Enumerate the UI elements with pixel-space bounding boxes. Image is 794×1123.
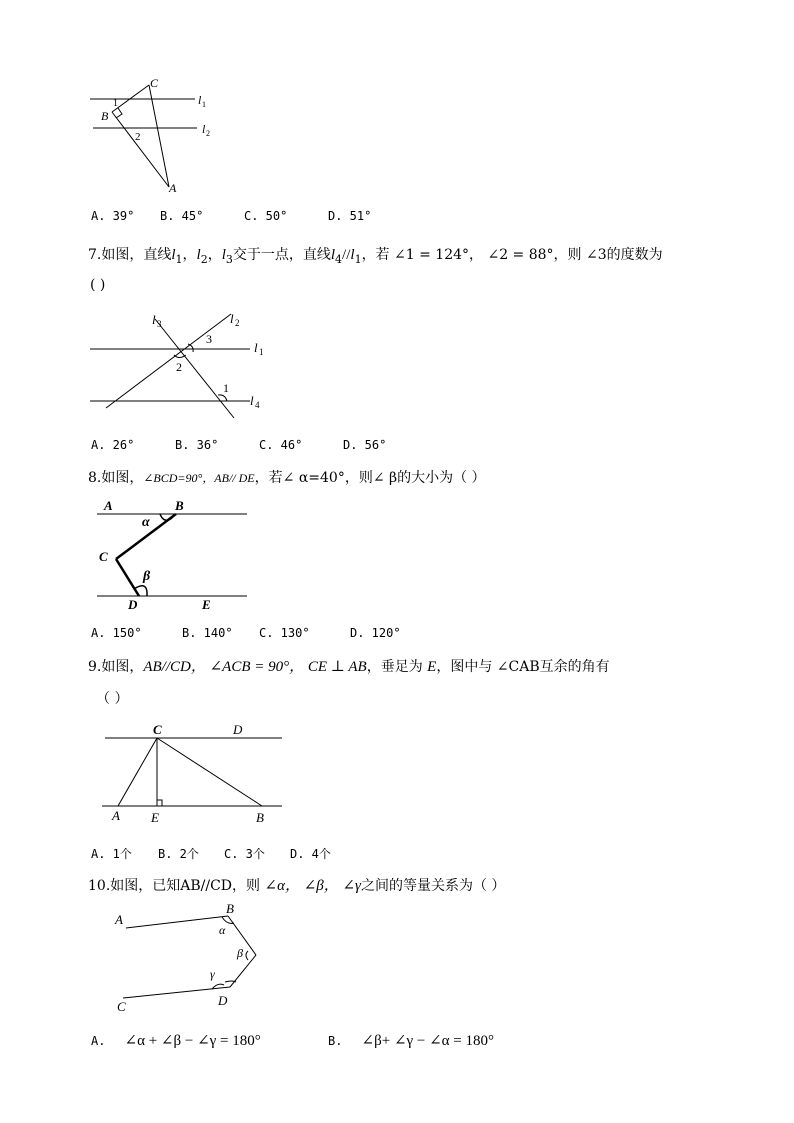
svg-text:B: B xyxy=(256,810,264,825)
svg-text:l: l xyxy=(250,393,254,408)
q7-angle-1: 1 xyxy=(223,381,229,395)
q6-label-l1: l xyxy=(198,93,202,107)
svg-text:1: 1 xyxy=(202,100,206,109)
q10-option-b[interactable]: B. ∠β+ ∠γ − ∠α = 180° xyxy=(328,1033,494,1049)
q8-angle-alpha: α xyxy=(142,515,150,530)
q6-figure xyxy=(85,72,225,197)
q8-figure xyxy=(92,494,252,614)
q9-option-b[interactable]: B. 2个 xyxy=(158,847,199,861)
svg-text:l: l xyxy=(152,312,156,327)
q9-question: 9.如图，AB//CD， ∠ACB = 90°， CE ⊥ AB，垂足为 E，图中与 ∠CAB互余的角有 xyxy=(88,659,610,675)
q8-option-b[interactable]: B. 140° xyxy=(182,626,233,640)
svg-text:D: D xyxy=(128,597,138,612)
q10-angle-gamma: γ xyxy=(210,967,215,981)
q6-label-l2: l xyxy=(202,122,206,136)
svg-text:D: D xyxy=(233,722,243,737)
svg-text:B: B xyxy=(175,498,184,513)
q9-figure xyxy=(100,718,290,828)
svg-text:2: 2 xyxy=(206,129,210,138)
q6-option-c[interactable]: C. 50° xyxy=(244,209,288,223)
q10-angle-beta: β xyxy=(237,946,243,960)
q10-figure xyxy=(110,898,270,1016)
svg-text:l: l xyxy=(230,311,234,326)
q10-question: 10.如图，已知AB//CD，则 ∠α， ∠β， ∠γ之间的等量关系为（ ） xyxy=(88,878,506,894)
q9-option-d[interactable]: D. 4个 xyxy=(290,847,331,861)
q10-option-a[interactable]: A. ∠α + ∠β − ∠γ = 180° xyxy=(91,1033,261,1049)
svg-text:C: C xyxy=(99,549,108,564)
svg-text:A: A xyxy=(112,808,120,823)
q6-label-a: A xyxy=(169,181,177,195)
q8-option-d[interactable]: D. 120° xyxy=(350,626,401,640)
svg-text:E: E xyxy=(202,597,211,612)
q6-label-b: B xyxy=(101,109,109,123)
svg-text:C: C xyxy=(117,999,126,1014)
q6-option-a[interactable]: A. 39° xyxy=(91,209,135,223)
q6-angle-1: 1 xyxy=(113,98,118,109)
svg-text:1: 1 xyxy=(259,347,264,357)
q7-option-d[interactable]: D. 56° xyxy=(343,438,387,452)
q7-angle-3: 3 xyxy=(206,332,212,346)
q7-answer-paren: ( ) xyxy=(90,277,106,293)
q8-option-c[interactable]: C. 130° xyxy=(259,626,310,640)
q8-option-a[interactable]: A. 150° xyxy=(91,626,142,640)
svg-text:2: 2 xyxy=(235,318,240,328)
q7-angle-2: 2 xyxy=(176,360,182,374)
svg-text:D: D xyxy=(218,993,228,1008)
svg-text:E: E xyxy=(151,810,159,825)
q6-option-d[interactable]: D. 51° xyxy=(328,209,372,223)
q7-option-b[interactable]: B. 36° xyxy=(175,438,219,452)
q10-angle-alpha: α xyxy=(219,923,226,937)
q6-angle-2: 2 xyxy=(135,131,141,143)
q9-answer-paren: （ ） xyxy=(96,691,129,707)
q7-figure xyxy=(88,308,278,423)
q7-option-c[interactable]: C. 46° xyxy=(259,438,303,452)
q8-angle-beta: β xyxy=(143,569,151,584)
q9-option-c[interactable]: C. 3个 xyxy=(224,847,265,861)
q9-option-a[interactable]: A. 1个 xyxy=(91,847,132,861)
q6-label-c: C xyxy=(150,76,159,90)
svg-text:4: 4 xyxy=(255,400,260,410)
q7-question: 7.如图，直线$l_1$，$l_2$，$l_3$交于一点，直线$l_4//l_1$，若 ∠1 = 124°， ∠2 = 88°，则 ∠3的度数为 xyxy=(88,247,663,266)
q7-option-a[interactable]: A. 26° xyxy=(91,438,135,452)
svg-text:3: 3 xyxy=(157,319,162,329)
svg-text:A: A xyxy=(104,498,113,513)
svg-text:l: l xyxy=(254,340,258,355)
svg-text:B: B xyxy=(226,901,234,916)
svg-text:A: A xyxy=(115,912,123,927)
svg-text:C: C xyxy=(153,722,162,737)
q6-option-b[interactable]: B. 45° xyxy=(160,209,204,223)
q8-question: 8.如图，∠BCD=90°，AB// DE，若∠ α=40°，则∠ β的大小为（ ） xyxy=(88,470,486,486)
